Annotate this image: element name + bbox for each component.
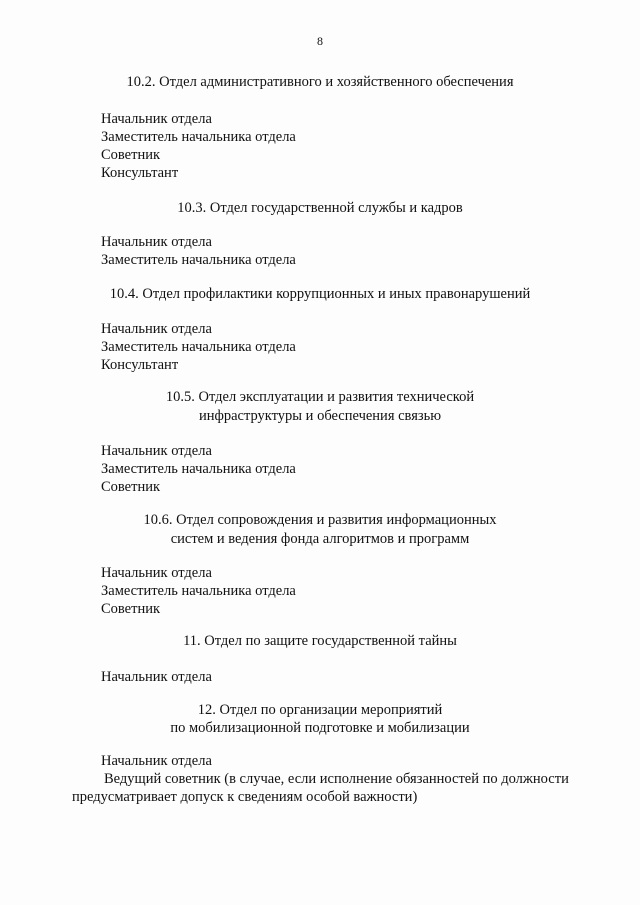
position-item: Заместитель начальника отдела xyxy=(101,339,296,355)
position-item: Начальник отдела xyxy=(101,321,212,337)
position-item: Советник xyxy=(101,479,161,495)
position-item: Начальник отдела xyxy=(101,669,212,685)
section-heading-10-6: 10.6. Отдел сопровождения и развития информационных xyxy=(143,512,497,528)
position-item: Заместитель начальника отдела xyxy=(101,583,296,599)
position-item: Советник xyxy=(101,147,161,163)
section-heading-10-2: 10.2. Отдел административного и хозяйственного обеспечения xyxy=(126,74,514,90)
position-item: Заместитель начальника отдела xyxy=(101,461,296,477)
section-heading-10-4: 10.4. Отдел профилактики коррупционных и иных правонарушений xyxy=(109,286,531,302)
section-heading-10-3: 10.3. Отдел государственной службы и кадров xyxy=(177,200,463,216)
section-heading-10-6-cont: систем и ведения фонда алгоритмов и программ xyxy=(170,531,470,547)
position-item: Консультант xyxy=(101,165,179,181)
position-item: Консультант xyxy=(101,357,179,373)
section-heading-12: 12. Отдел по организации мероприятий xyxy=(197,702,443,718)
position-item: Начальник отдела xyxy=(101,753,212,769)
position-item: Советник xyxy=(101,601,161,617)
section-heading-11: 11. Отдел по защите государственной тайны xyxy=(183,633,457,649)
position-item: Начальник отдела xyxy=(101,565,212,581)
section-heading-12-cont: по мобилизационной подготовке и мобилизации xyxy=(170,720,470,736)
position-item: Начальник отдела xyxy=(101,443,212,459)
section-heading-10-5: 10.5. Отдел эксплуатации и развития технической xyxy=(165,389,475,405)
position-item: Заместитель начальника отдела xyxy=(101,129,296,145)
position-note: Ведущий советник (в случае, если исполнение обязанностей по должности предусматривает допуск к сведениям особой важности) xyxy=(72,771,569,805)
section-heading-10-5-cont: инфраструктуры и обеспечения связью xyxy=(198,408,442,424)
position-item: Начальник отдела xyxy=(101,234,212,250)
position-item: Заместитель начальника отдела xyxy=(101,252,296,268)
page-number: 8 xyxy=(317,34,323,48)
position-item: Начальник отдела xyxy=(101,111,212,127)
